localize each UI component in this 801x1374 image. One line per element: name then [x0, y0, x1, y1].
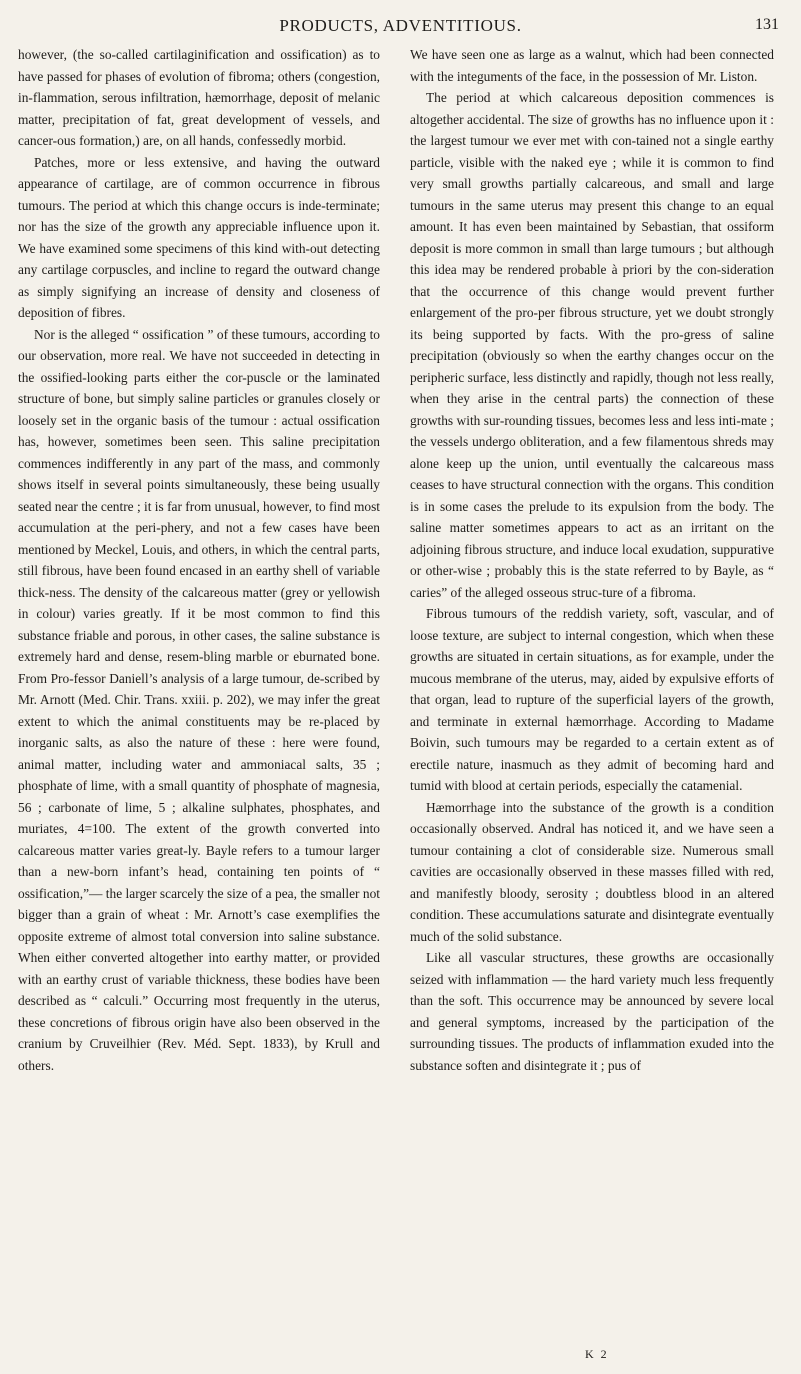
paragraph: Hæmorrhage into the substance of the growth is a condition occasionally observed. Andral has noticed it, and we have seen a tumour containing a clot of considerable size. Numerous small cavities are occasionally observed in these masses filled with red, and manifestly bloody, serosity ; doubtless blood in an altered condition. These accumulations saturate and disintegrate eventually much of the solid substance.: [410, 799, 774, 944]
paragraph: Like all vascular structures, these growths are occasionally seized with inflammation — the hard variety much less frequently than the soft. This occurrence may be announced by severe local and general symptoms, increased by the participation of the surrounding tissues. The products of inflammation exuded into the substance soften and disintegrate it ; pus of: [410, 950, 774, 1073]
right-column: [410, 44, 774, 1076]
left-column: [18, 44, 380, 1076]
signature-mark: K 2: [585, 1347, 609, 1361]
paragraph: The period at which calcareous deposition commences is altogether accidental. The size of growths has no influence upon it : the largest tumour we ever met with con-tained not a single earthy particle, visible with the naked eye ; while it is common to find very small growths partially calcareous, and small and large tumours in the same uterus may present this change to an equal amount. It has even been maintained by Sebastian, that ossiform deposit is more common in small than large tumours ; but although this idea may be rendered probable à priori by the con-sideration that the occurrence of this change would prevent further enlargement of the pro-per fibrous structure, yet we doubt strongly its being supported by facts. With the pro-gress of saline precipitation (obviously so when the earthy changes occur on the peripheric surface, less distinctly and rapidly, though not less really, when they arise in the central parts) the connection of these growths with sur-rounding tissues, becomes less and less inti-mate ; the vessels undergo obliteration, and a few filamentous shreds may alone keep up the union, until eventually the calcareous mass ceases to have structural connection with the organs. This condition is in some cases the prelude to its expulsion from the body. The saline matter sometimes appears to act as an irritant on the adjoining fibrous structure, and induce local exudation, suppurative or other-wise ; probably this is the state referred to by Bayle, as “ caries” of the alleged osseous struc-ture of a fibroma.: [410, 90, 774, 600]
paragraph: Patches, more or less extensive, and having the outward appearance of cartilage, are of common occurrence in fibrous tumours. The period at which this change occurs is inde-terminate; nor has the size of the growth any appreciable influence upon it. We have examined some specimens of this kind with-out detecting any cartilage corpuscles, and incline to regard the outward change as simply signifying an increase of density and closeness of deposition of fibres.: [18, 154, 380, 320]
running-title: PRODUCTS, ADVENTITIOUS.: [279, 16, 522, 35]
page-number: 131: [755, 16, 779, 33]
paragraph: however, (the so-called cartilaginification and ossification) as to have passed for phases of evolution of fibroma; others (congestion, in-flammation, serous infiltration, hæmorrhage, deposit of melanic matter, precipitation of fat, great development of vessels, and cancer-ous formation,) are, on all hands, confessedly morbid.: [18, 47, 380, 148]
paragraph: We have seen one as large as a walnut, which had been connected with the integuments of the face, in the possession of Mr. Liston.: [410, 47, 774, 84]
paragraph: Nor is the alleged “ ossification ” of these tumours, according to our observation, more real. We have not succeeded in detecting in the ossified-looking parts either the cor-puscle or the laminated structure of bone, but simply saline particles or granules closely or loosely set in the organic basis of the tumour : actual ossification has, however, sometimes been seen. This saline precipitation commences indifferently in any part of the mass, and commonly shows itself in several points simultaneously, these being usually seated near the centre ; it is far from unusual, however, to find most accumulation at the peri-phery, and not a few cases have been mentioned by Meckel, Louis, and others, in which the central parts, still fibrous, have been found encased in an earthy shell of variable thick-ness. The density of the calcareous matter (grey or yellowish in colour) varies greatly. If it be most common to find this substance friable and porous, in other cases, the saline substance is extremely hard and dense, resem-bling marble or eburnated bone. From Pro-fessor Daniell’s analysis of a large tumour, de-scribed by Mr. Arnott (Med. Chir. Trans. xxiii. p. 202), we may infer the great extent to which the animal constituents may be re-placed by inorganic salts, as also the nature of these : here were found, animal matter, including water and ammoniacal salts, 35 ; phosphate of lime, with a small quantity of phosphate of magnesia, 56 ; carbonate of lime, 5 ; alkaline sulphates, phosphates, and muriates, 4=100. The extent of the growth converted into calcareous matter varies great-ly. Bayle refers to a tumour larger than a new-born infant’s head, containing ten points of “ ossification,”— the larger scarcely the size of a pea, the smaller not bigger than a grain of wheat : Mr. Arnott’s case exemplifies the opposite extreme of almost total conversion into saline substance. When either converted altogether into earthy matter, or provided with an earthy crust of variable thickness, these bodies have been described as “ calculi.” Occurring most frequently in the uterus, these concretions of fibrous origin have also been observed in the cranium by Cruveilhier (Rev. Méd. Sept. 1833), by Krull and others.: [18, 326, 381, 1073]
page-header: [0, 14, 801, 40]
paragraph: Fibrous tumours of the reddish variety, soft, vascular, and of loose texture, are subject to internal congestion, which when these growths are situated in certain situations, as for example, under the mucous membrane of the uterus, may, aided by expulsive efforts of that organ, lead to rupture of the superficial layers of the growth, and terminate in external hæmorrhage. According to Madame Boivin, such tumours may be regarded to a certain extent as of erectile nature, inasmuch as they admit of becoming hard and tumid with blood at certain periods, especially the catamenial.: [410, 606, 774, 793]
